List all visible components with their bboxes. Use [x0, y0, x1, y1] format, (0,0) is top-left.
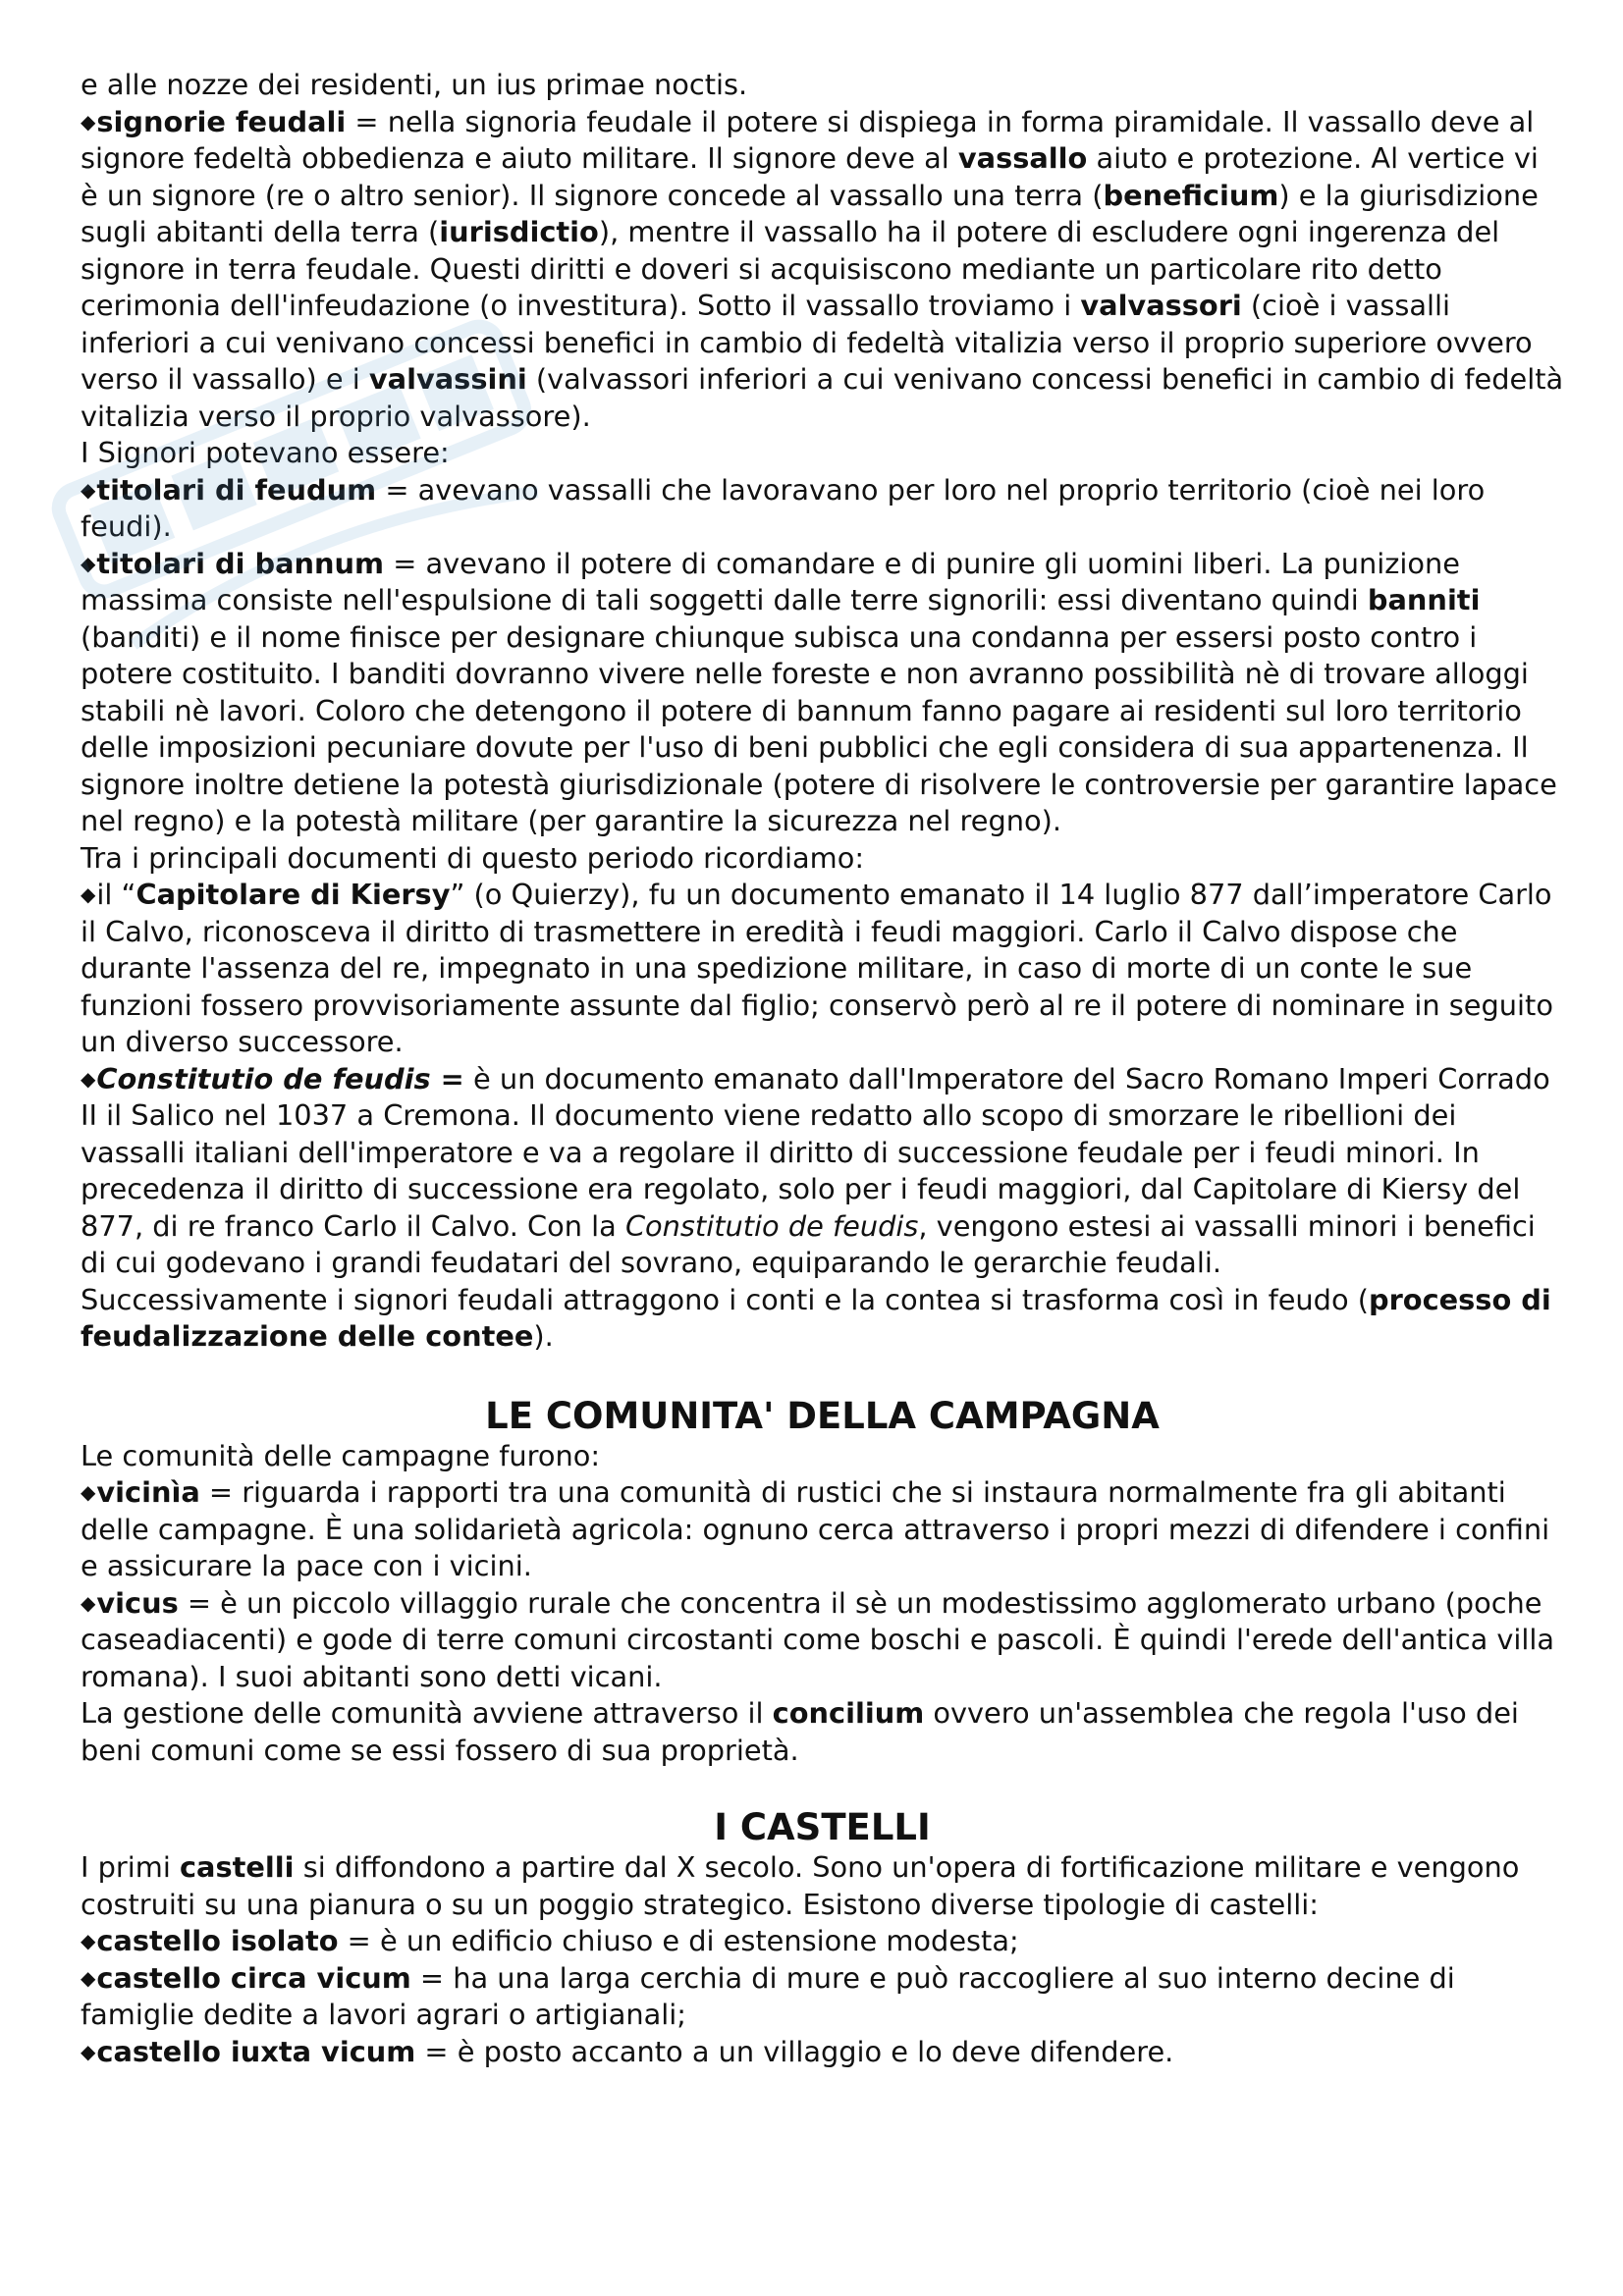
castello-iuxta-vicum-item: ◆castello iuxta vicum = è posto accanto a un villaggio e lo deve difendere. [81, 2034, 1174, 2068]
kiersy-paragraph: ◆il “Capitolare di Kiersy” (o Quierzy), fu un documento emanato il 14 luglio 877 dall’imperatore Carlo il Calvo, riconosceva il diritto di trasmettere in eredità i feudi maggiori. Carlo il Calvo dispose che durante l'assenza del re, impegnato in una spedizione militare, in caso di morte di un conte le sue funzioni fossero provvisoriamente assunte dal figlio; conservò però al re il potere di nominare in seguito un diverso successore. [81, 878, 1553, 1058]
diamond-bullet-icon: ◆ [81, 2039, 96, 2063]
constitutio-paragraph: ◆Constitutio de feudis = è un documento emanato dall'Imperatore del Sacro Romano Imperi Corrado II il Salico nel 1037 a Cremona. Il documento viene redatto allo scopo di smorzare le ribellioni dei vassalli italiani dell'imperatore e va a regolare il diritto di successione feudale per i feudi minori. In precedenza il diritto di successione era regolato, solo per i feudi maggiori, dal Capitolare di Kiersy del 877, di re franco Carlo il Calvo. Con la Constitutio de feudis, vengono estesi ai vassalli minori i benefici di cui godevano i grandi feudatari del sovrano, equiparando le gerarchie feudali. [81, 1061, 1550, 1279]
documenti-intro: Tra i principali documenti di questo periodo ricordiamo: [81, 840, 865, 875]
successivamente-paragraph: Successivamente i signori feudali attraggono i conti e la contea si trasforma così in feudo (processo di feudalizzazione delle contee). [81, 1282, 1551, 1353]
diamond-bullet-icon: ◆ [81, 551, 96, 575]
feudum-paragraph: ◆titolari di feudum = avevano vassalli che lavoravano per loro nel proprio territorio (cioè nei loro feudi). [81, 472, 1486, 543]
gestione-paragraph: La gestione delle comunità avviene attraverso il concilium ovvero un'assemblea che regola l'uso dei beni comuni come se essi fossero di sua proprietà. [81, 1696, 1519, 1767]
signorie-feudali-paragraph: ◆signorie feudali = nella signoria feudale il potere si dispiega in forma piramidale. Il vassallo deve al signore fedeltà obbedienza e aiuto militare. Il signore deve al vassallo aiuto e protezione. Al vertice vi è un signore (re o altro senior). Il signore concede al vassallo una terra (beneficium) e la giurisdizione sugli abitanti della terra (iurisdictio), mentre il vassallo ha il potere di escludere ogni ingerenza del signore in terra feudale. Questi diritti e doveri si acquisiscono mediante un particolare rito detto cerimonia dell'infeudazione (o investitura). Sotto il vassallo troviamo i valvassori (cioè i vassalli inferiori a cui venivano concessi benefici in cambio di fedeltà vitalizia verso il proprio superiore ovvero verso il vassallo) e i valvassini (valvassori inferiori a cui venivano concessi benefici in cambio di fedeltà vitalizia verso il proprio valvassore). [81, 104, 1564, 433]
bannum-term: titolari di bannum [96, 546, 385, 580]
comunita-intro: Le comunità delle campagne furono: [81, 1438, 601, 1472]
diamond-bullet-icon: ◆ [81, 477, 96, 502]
kiersy-term: Capitolare di Kiersy [135, 878, 451, 911]
section-title-comunita: LE COMUNITA' DELLA CAMPAGNA [485, 1394, 1160, 1437]
diamond-bullet-icon: ◆ [81, 1929, 96, 1952]
vicus-paragraph: ◆vicus = è un piccolo villaggio rurale che concentra il sè un modestissimo agglomerato urbano (poche caseadiacenti) e gode di terre comuni circostanti come boschi e pascoli. È quindi l'erede dell'antica villa romana). I suoi abitanti sono detti vicani. [81, 1585, 1555, 1693]
diamond-bullet-icon: ◆ [81, 1965, 96, 1990]
diamond-bullet-icon: ◆ [81, 1590, 96, 1615]
castello-circa-vicum-item: ◆castello circa vicum = ha una larga cerchia di mure e può raccogliere al suo interno decine di famiglie dedite a lavori agrari o artigianali; [81, 1960, 1455, 2031]
section-title-castelli: I CASTELLI [714, 1806, 931, 1848]
diamond-bullet-icon: ◆ [81, 1066, 96, 1091]
intro-paragraph: e alle nozze dei residenti, un ius primae noctis. [81, 68, 748, 101]
diamond-bullet-icon: ◆ [81, 109, 96, 133]
vicus-term: vicus [96, 1585, 179, 1620]
castelli-intro: I primi castelli si diffondono a partire dal X secolo. Sono un'opera di fortificazione militare e vengono costruiti su una pianura o su un poggio strategico. Esistono diverse tipologie di castelli: [81, 1850, 1520, 1921]
constitutio-term: Constitutio de feudis = [96, 1061, 464, 1095]
signorie-feudali-term: signorie feudali [96, 104, 347, 138]
bannum-paragraph: ◆titolari di bannum = avevano il potere di comandare e di punire gli uomini liberi. La punizione massima consiste nell'espulsione di tali soggetti dalle terre signorili: essi diventano quindi banniti (banditi) e il nome finisce per designare chiunque subisca una condanna per essersi posto contro i potere costituito. I banditi dovranno vivere nelle foreste e non avranno possibilità nè di trovare alloggi stabili nè lavori. Coloro che detengono il potere di bannum fanno pagare ai residenti sul loro territorio delle imposizioni pecuniare dovute per l'uso di beni pubblici che egli considera di sua appartenenza. Il signore inoltre detiene la potestà giurisdizionale (potere di risolvere le controversie per garantire lapace nel regno) e la potestà militare (per garantire la sicurezza nel regno). [81, 546, 1557, 837]
signori-intro: I Signori potevano essere: [81, 436, 450, 469]
feudum-term: titolari di feudum [96, 472, 377, 507]
vicinia-term: vicinìa [96, 1475, 200, 1509]
diamond-bullet-icon: ◆ [81, 882, 96, 906]
diamond-bullet-icon: ◆ [81, 1480, 96, 1504]
vicinia-paragraph: ◆vicinìa = riguarda i rapporti tra una comunità di rustici che si instaura normalmente fra gli abitanti delle campagne. È una solidarietà agricola: ognuno cerca attraverso i propri mezzi di difendere i confini e assicurare la pace con i vicini. [81, 1475, 1550, 1582]
castello-isolato-item: ◆castello isolato = è un edificio chiuso e di estensione modesta; [81, 1924, 1019, 1957]
